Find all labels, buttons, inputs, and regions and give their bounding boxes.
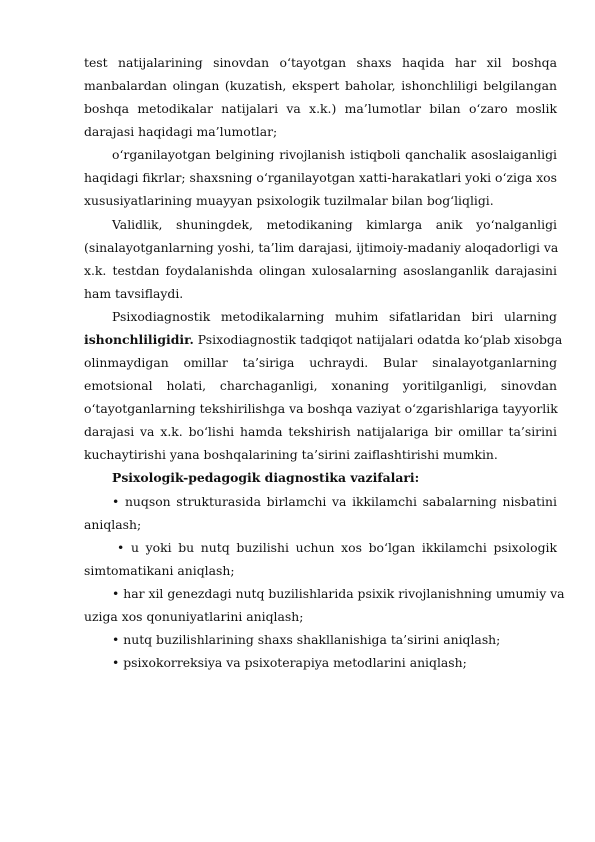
text-line: darajasi va x.k. bo‘lishi hamda tekshirish natijalariga bir omillar ta’sirini	[84, 424, 557, 439]
text-line: o‘rganilayotgan belgining rivojlanish istiqboli qanchalik asoslaiganligi	[112, 147, 557, 162]
text-line: (sinalayotganlarning yoshi, ta’lim darajasi, ijtimoiy-madaniy aloqadorligi va	[84, 240, 559, 255]
text-line: x.k. testdan foydalanishda olingan xulosalarning asoslanganlik darajasini	[84, 263, 557, 278]
text-line: manbalardan olingan (kuzatish, ekspert baholar, ishonchliligi belgilangan	[84, 78, 557, 93]
text-span: Psixodiagnostik tadqiqot natijalari odatda ko‘plab xisobga	[197, 332, 563, 347]
text-line: darajasi haqidagi ma’lumotlar;	[84, 124, 278, 139]
text-line: olinmaydigan omillar ta’siriga uchraydi. Bular sinalayotganlarning	[84, 355, 557, 370]
text-line: test natijalarining sinovdan o‘tayotgan shaxs haqida har xil boshqa	[84, 55, 557, 70]
bold-term: ishonchliligidir.	[84, 332, 194, 347]
text-line: kuchaytirishi yana boshqalarining ta’sirini zaiflashtirishi mumkin.	[84, 447, 498, 462]
text-line: o‘tayotganlarning tekshirilishga va boshqa vaziyat o‘zgarishlariga tayyorlik	[84, 401, 558, 416]
text-line: emotsional holati, charchaganligi, xonaning yoritilganligi, sinovdan	[84, 378, 557, 393]
list-item: • u yoki bu nutq buzilishi uchun xos bo‘lgan ikkilamchi psixologik	[117, 540, 557, 555]
text-line: ham tavsiflaydi.	[84, 286, 184, 301]
list-item: • nuqson strukturasida birlamchi va ikkilamchi sabalarning nisbatini	[112, 494, 557, 509]
text-line: xususiyatlarining muayyan psixologik tuzilmalar bilan bog‘liqligi.	[84, 193, 494, 208]
text-line: boshqa metodikalar natijalari va x.k.) ma’lumotlar bilan o‘zaro moslik	[84, 101, 557, 116]
text-line	[84, 329, 563, 351]
text-line: uziga xos qonuniyatlarini aniqlash;	[84, 609, 304, 624]
list-item: • psixokorreksiya va psixoterapiya metodlarini aniqlash;	[112, 655, 467, 670]
text-line: haqidagi fikrlar; shaxsning o‘rganilayotgan xatti-harakatlari yoki o‘ziga xos	[84, 170, 558, 185]
list-item: • nutq buzilishlarining shaxs shakllanishiga ta’sirini aniqlash;	[112, 632, 501, 647]
list-item: • har xil genezdagi nutq buzilishlarida psixik rivojlanishning umumiy va	[112, 586, 565, 601]
text-line: Psixodiagnostik metodikalarning muhim sifatlaridan biri ularning	[112, 309, 557, 324]
text-line: aniqlash;	[84, 517, 142, 532]
section-heading: Psixologik-pedagogik diagnostika vazifalari:	[112, 470, 420, 485]
text-line: Validlik, shuningdek, metodikaning kimlarga anik yo‘nalganligi	[112, 217, 557, 232]
text-line: simtomatikani aniqlash;	[84, 563, 235, 578]
